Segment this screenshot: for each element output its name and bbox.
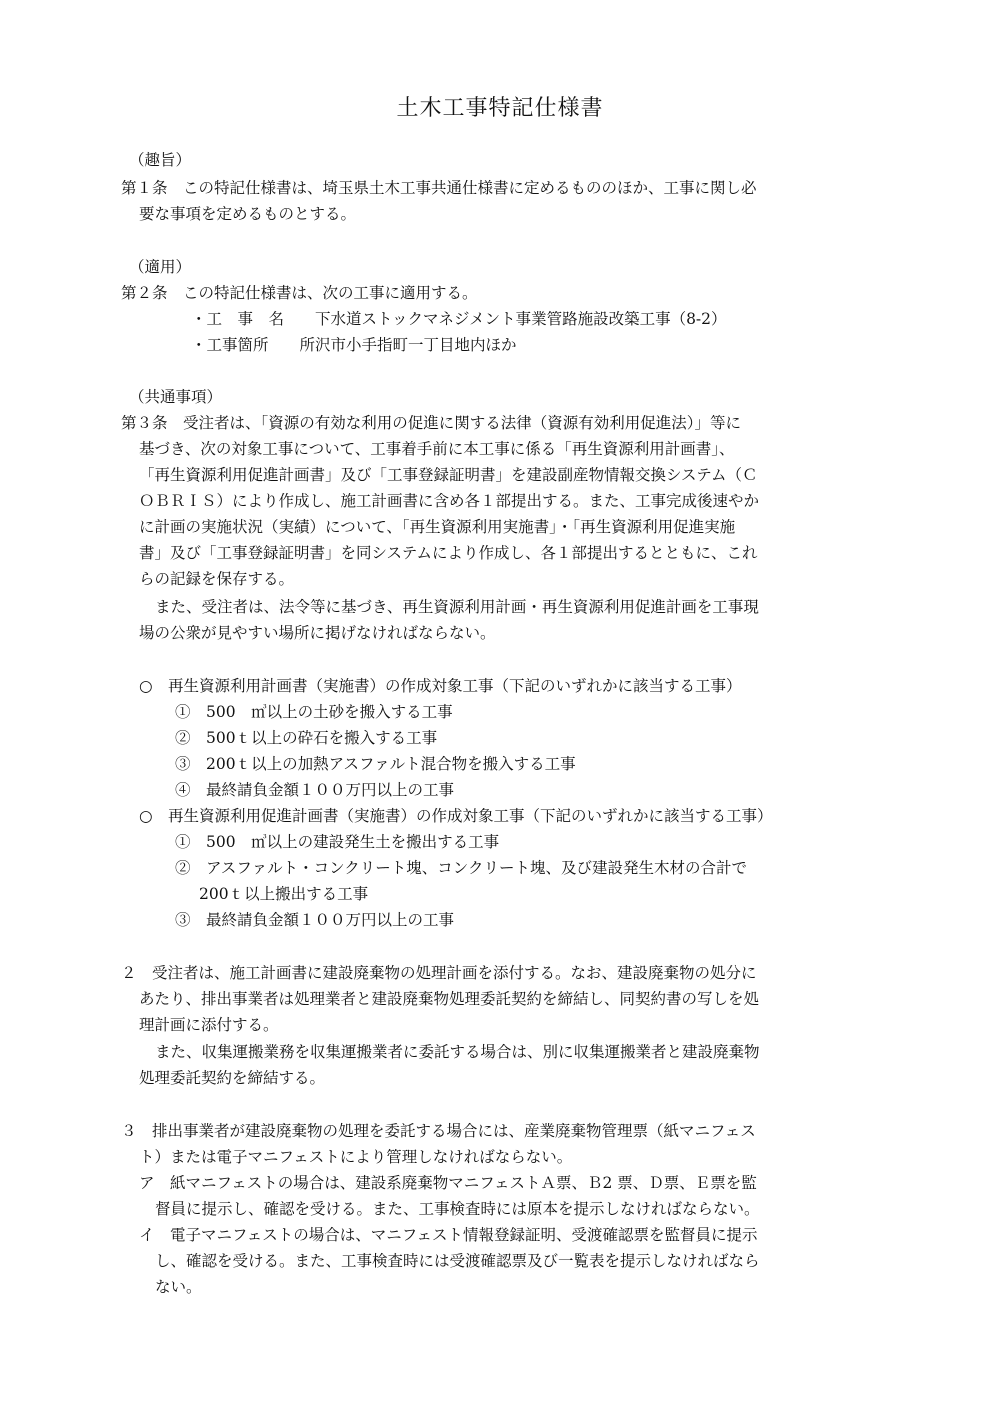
project-name: ・工 事 名 下水道ストックマネジメント事業管路施設改築工事（8-2） (191, 310, 727, 328)
clause-3-sub-i: イ 電子マニフェストの場合は、マニフェスト情報登録証明、受渡確認票を監督員に提示 (139, 1226, 758, 1244)
article-3-line: 「再生資源利用促進計画書」及び「工事登録証明書」を建設副産物情報交換システム（Ｃ (139, 466, 758, 484)
list-item: ② アスファルト・コンクリート塊、コンクリート塊、及び建設発生木材の合計で (175, 859, 747, 877)
article-2-line: 第２条 この特記仕様書は、次の工事に適用する。 (121, 284, 478, 302)
clause-3-sub-a: ア 紙マニフェストの場合は、建設系廃棄物マニフェストＡ票、Ｂ2 票、Ｄ票、Ｅ票を監 (139, 1174, 757, 1192)
article-1-line: 第１条 この特記仕様書は、埼玉県土木工事共通仕様書に定めるもののほか、工事に関し必 (121, 179, 757, 197)
project-location: ・工事箇所 所沢市小手指町一丁目地内ほか (191, 336, 517, 354)
heading-common: （共通事項） (129, 388, 223, 406)
article-1-line: 要な事項を定めるものとする。 (139, 205, 357, 223)
clause-2-line: あたり、排出事業者は処理業者と建設廃棄物処理委託契約を締結し、同契約書の写しを処 (139, 990, 760, 1008)
list-item: ④ 最終請負金額１００万円以上の工事 (175, 781, 455, 799)
list-heading-utilization: ○ 再生資源利用計画書（実施書）の作成対象工事（下記のいずれかに該当する工事） (139, 677, 742, 695)
clause-3-sub-i: ない。 (155, 1278, 202, 1296)
clause-2-line: 理計画に添付する。 (139, 1016, 279, 1034)
list-item: ① 500 ㎥以上の建設発生土を搬出する工事 (175, 833, 500, 851)
article-3-line: に計画の実施状況（実績）について、「再生資源利用実施書」・「再生資源利用促進実施 (139, 518, 736, 536)
article-3-line: 基づき、次の対象工事について、工事着手前に本工事に係る「再生資源利用計画書」、 (139, 440, 735, 458)
article-3-line: また、受注者は、法令等に基づき、再生資源利用計画・再生資源利用促進計画を工事現 (155, 598, 759, 616)
clause-3-line: ト）または電子マニフェストにより管理しなければならない。 (139, 1148, 573, 1166)
article-3-line: 第３条 受注者は、「資源の有効な利用の促進に関する法律（資源有効利用促進法）」等に (121, 414, 742, 432)
list-item: ③ 200ｔ以上の加熱アスファルト混合物を搬入する工事 (175, 755, 576, 773)
document-title: 土木工事特記仕様書 (396, 96, 604, 121)
heading-purpose: （趣旨） (129, 151, 192, 169)
article-3-line: ＯＢＲＩＳ）により作成し、施工計画書に含め各１部提出する。また、工事完成後速やか (139, 492, 760, 510)
heading-application: （適用） (129, 258, 192, 276)
clause-2-line: 処理委託契約を締結する。 (139, 1069, 326, 1087)
article-3-line: 場の公衆が見やすい場所に掲げなければならない。 (139, 624, 496, 642)
list-item: ① 500 ㎥以上の土砂を搬入する工事 (175, 703, 453, 721)
list-item: ② 500ｔ以上の砕石を搬入する工事 (175, 729, 438, 747)
list-item: 200ｔ以上搬出する工事 (199, 885, 369, 903)
clause-3-line: ３ 排出事業者が建設廃棄物の処理を委託する場合には、産業廃棄物管理票（紙マニフェス (121, 1122, 756, 1140)
clause-2-line: また、収集運搬業務を収集運搬業者に委託する場合は、別に収集運搬業者と建設廃棄物 (155, 1043, 760, 1061)
clause-3-sub-a: 督員に提示し、確認を受ける。また、工事検査時には原本を提示しなければならない。 (155, 1200, 760, 1218)
list-item: ③ 最終請負金額１００万円以上の工事 (175, 911, 455, 929)
clause-2-line: ２ 受注者は、施工計画書に建設廃棄物の処理計画を添付する。なお、建設廃棄物の処分に (121, 964, 757, 982)
article-3-line: 書」及び「工事登録証明書」を同システムにより作成し、各１部提出するとともに、これ (139, 544, 758, 562)
list-heading-promotion: ○ 再生資源利用促進計画書（実施書）の作成対象工事（下記のいずれかに該当する工事） (139, 807, 773, 825)
article-3-line: らの記録を保存する。 (139, 570, 295, 588)
clause-3-sub-i: し、確認を受ける。また、工事検査時には受渡確認票及び一覧表を提示しなければなら (155, 1252, 760, 1270)
